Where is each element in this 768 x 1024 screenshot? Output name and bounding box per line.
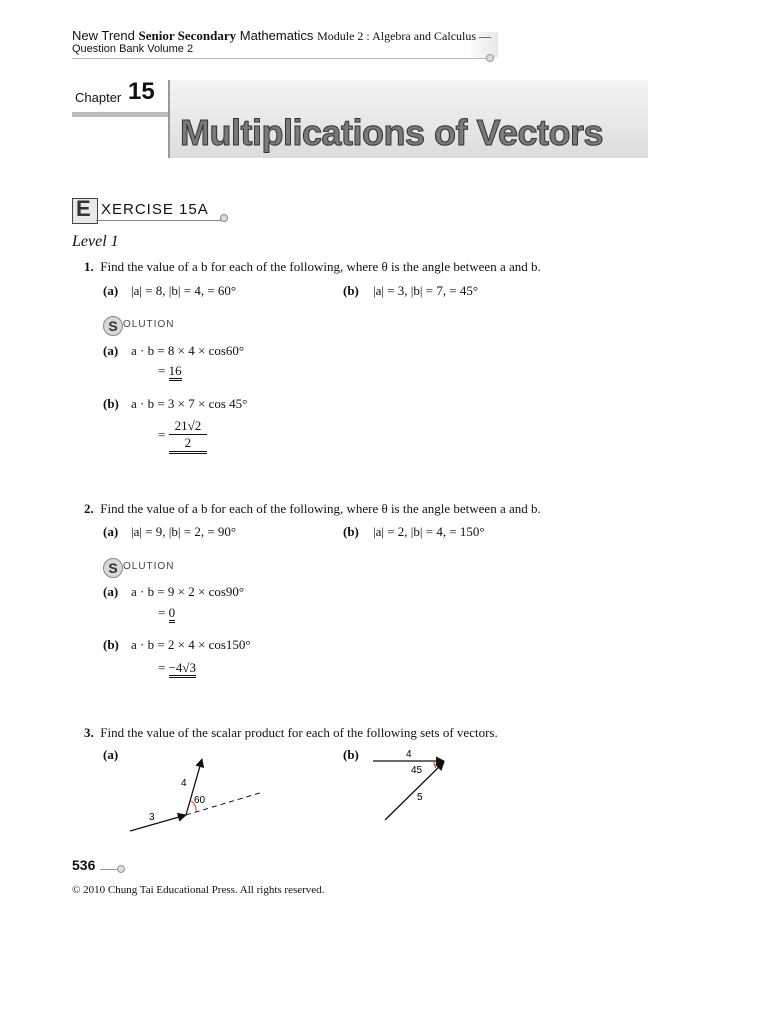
- chapter-title: Multiplications of Vectors: [180, 112, 604, 153]
- fig-b-len2: 5: [417, 792, 423, 803]
- q1-a-given: |a| = 8, |b| = 4, = 60°: [131, 283, 237, 298]
- chapter-bar: [72, 112, 170, 117]
- solution-icon: S: [103, 316, 123, 336]
- solution-label: OLUTION: [123, 561, 175, 572]
- header-title: [72, 28, 491, 44]
- q1-text: Find the value of a b for each of the following, where θ is the angle between a and b.: [100, 259, 541, 274]
- solution-badge: [103, 316, 173, 334]
- q1-sol-a-line2: [158, 363, 182, 379]
- header-plain: New Trend: [72, 28, 139, 43]
- q2-b-label: (b): [343, 524, 359, 539]
- solution-icon: S: [103, 558, 123, 578]
- q1-b-given: |a| = 3, |b| = 7, = 45°: [373, 283, 479, 298]
- page-dot-icon: [117, 865, 125, 873]
- chapter-number: 15: [128, 78, 155, 105]
- q3-figure-a: [120, 755, 280, 840]
- fig-b-len1: 4: [406, 749, 412, 760]
- q2-text: Find the value of a b for each of the following, where θ is the angle between a and b.: [100, 501, 541, 516]
- q1-sol-a-label: (a): [103, 343, 119, 358]
- header-module: Module 2 : Algebra and Calculus —: [317, 29, 492, 43]
- exercise-dot-icon: [220, 214, 228, 222]
- q1-statement: [84, 259, 541, 275]
- q1-sol-b-answer: [169, 418, 208, 454]
- q2-sol-a-label: (a): [103, 584, 119, 599]
- chapter-label: Chapter: [75, 90, 122, 105]
- q1-number: 1.: [84, 259, 94, 274]
- q3-a-label: (a): [103, 747, 119, 762]
- header-subtitle: Question Bank Volume 2: [72, 43, 194, 55]
- exercise-letter: E: [76, 196, 91, 221]
- q2-number: 2.: [84, 501, 94, 516]
- header-dot-icon: [486, 54, 494, 62]
- q2-b-given: |a| = 2, |b| = 4, = 150°: [373, 524, 485, 539]
- angle-arc: [434, 761, 437, 769]
- vector-3-arrow: [130, 815, 186, 831]
- q2-sol-b-eq: =: [158, 660, 169, 675]
- fig-a-len1: 4: [181, 778, 187, 789]
- q2-sol-a-eq: =: [158, 605, 169, 620]
- q1-sol-b-line2: [158, 418, 207, 454]
- copyright: © 2010 Chung Tai Educational Press. All rights reserved.: [72, 884, 325, 896]
- q3-text: Find the value of the scalar product for each of the following sets of vectors.: [100, 725, 498, 740]
- q1-a-label: (a): [103, 283, 119, 298]
- q2-sol-b-line2: [158, 660, 196, 676]
- chapter-divider: [168, 80, 170, 158]
- q2-a-given: |a| = 9, |b| = 2, = 90°: [131, 524, 237, 539]
- vector-4-arrow: [186, 759, 202, 815]
- q2-sol-a-answer: 0: [169, 605, 176, 623]
- q1-sol-b-label: (b): [103, 396, 119, 411]
- exercise-underline: [96, 220, 223, 221]
- q2-statement: [84, 501, 541, 517]
- q1-sol-a-line1: a · b = 8 × 4 × cos60°: [131, 343, 245, 358]
- q2-a-label: (a): [103, 524, 119, 539]
- header-bold: Senior Secondary: [138, 28, 237, 43]
- solution-badge: [103, 558, 173, 576]
- q1-sol-b-numerator: 21√2: [169, 418, 208, 435]
- header-plain2: Mathematics: [236, 28, 314, 43]
- q1-sol-b-line1: a · b = 3 × 7 × cos 45°: [131, 396, 248, 411]
- q1-sol-b-eq: =: [158, 426, 166, 442]
- exercise-label: XERCISE 15A: [101, 201, 209, 218]
- q3-statement: [84, 725, 498, 741]
- header-divider: [72, 58, 490, 59]
- q2-sol-a-line2: [158, 605, 175, 621]
- q3-number: 3.: [84, 725, 94, 740]
- fig-a-len2: 3: [149, 812, 155, 823]
- q3-figure-b: [365, 745, 465, 825]
- page-number: 536: [72, 857, 96, 873]
- q2-sol-b-label: (b): [103, 637, 119, 652]
- q2-sol-a-line1: a · b = 9 × 2 × cos90°: [131, 584, 245, 599]
- fig-a-angle: 60: [194, 795, 206, 806]
- fig-b-angle: 45: [411, 765, 423, 776]
- q1-sol-a-eq: =: [158, 363, 169, 378]
- q1-sol-b-denominator: 2: [184, 435, 192, 450]
- q2-sol-b-answer: −4√3: [169, 660, 196, 678]
- q1-sol-a-answer: 16: [169, 363, 182, 381]
- q2-sol-b-line1: a · b = 2 × 4 × cos150°: [131, 637, 251, 652]
- level-heading: Level 1: [72, 233, 119, 250]
- solution-label: OLUTION: [123, 319, 175, 330]
- q3-b-label: (b): [343, 747, 359, 762]
- q1-b-label: (b): [343, 283, 359, 298]
